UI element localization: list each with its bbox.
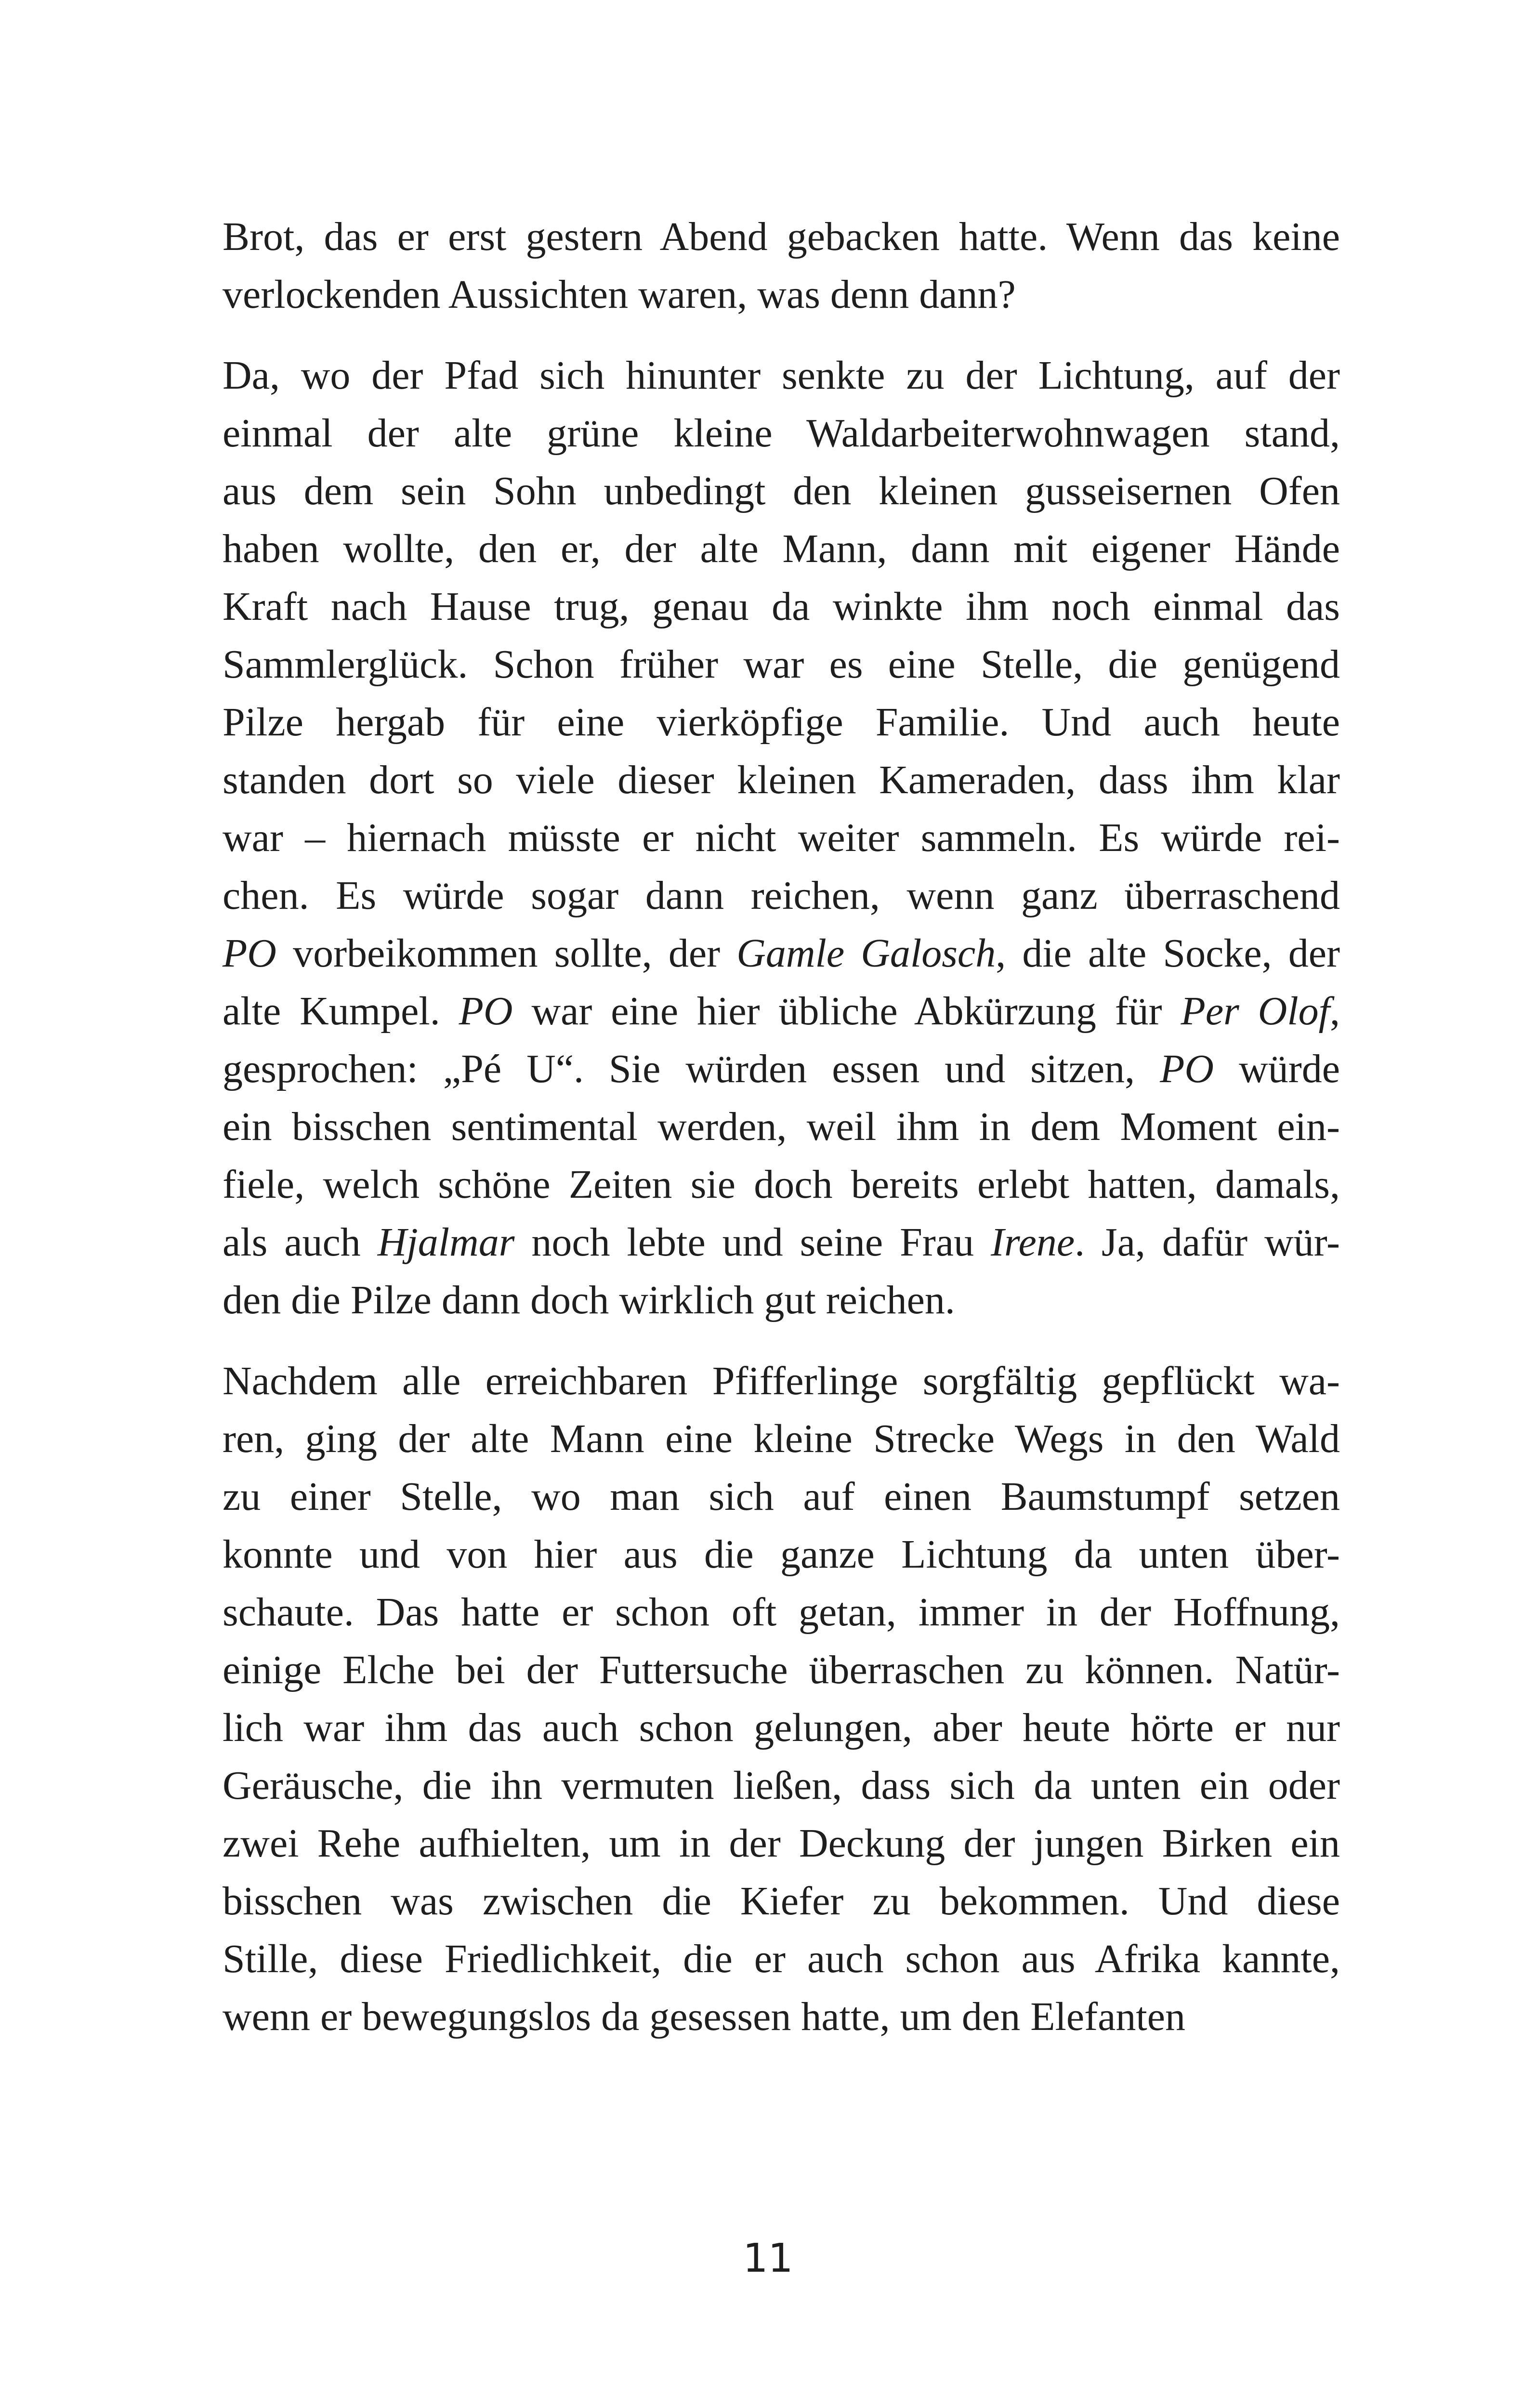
- italic-name: Gamle Galosch: [736, 931, 996, 976]
- text-line: einmal der alte grüne kleine Waldarbeiterwohnwagen stand,: [223, 411, 1340, 456]
- text-line: chen. Es würde sogar dann reichen, wenn ganz überraschend: [223, 873, 1340, 918]
- text-line: verlockenden Aussichten waren, was denn dann?: [223, 272, 1016, 317]
- text-line: Nachdem alle erreichbaren Pfifferlinge sorgfältig gepflückt wa-: [223, 1359, 1340, 1403]
- text-line: standen dort so viele dieser kleinen Kameraden, dass ihm klar: [223, 758, 1340, 802]
- text-line: Pilze hergab für eine vierköpfige Familie. Und auch heute: [223, 700, 1340, 745]
- italic-name: PO: [459, 989, 513, 1034]
- text-line: alte Kumpel. PO war eine hier übliche Abkürzung für Per Olof,: [223, 989, 1340, 1034]
- text-line: konnte und von hier aus die ganze Lichtung da unten über-: [223, 1532, 1340, 1577]
- text-line: Geräusche, die ihn vermuten ließen, dass sich da unten ein oder: [223, 1763, 1340, 1808]
- paragraph: [223, 1352, 1340, 2046]
- italic-name: Hjalmar: [377, 1220, 515, 1265]
- page-number: 11: [743, 2236, 793, 2281]
- text-line: Sammlerglück. Schon früher war es eine Stelle, die genügend: [223, 642, 1340, 687]
- text-line: gesprochen: „Pé U“. Sie würden essen und sitzen, PO würde: [223, 1047, 1340, 1091]
- text-line: wenn er bewegungslos da gesessen hatte, um den Elefanten: [223, 1994, 1186, 2039]
- text-line: als auch Hjalmar noch lebte und seine Frau Irene. Ja, dafür wür-: [223, 1220, 1340, 1265]
- text-line: einige Elche bei der Futtersuche überraschen zu können. Natür-: [223, 1648, 1340, 1692]
- text-line: Brot, das er erst gestern Abend gebacken hatte. Wenn das keine: [223, 214, 1340, 259]
- italic-name: PO: [1160, 1047, 1214, 1091]
- italic-name: Irene: [991, 1220, 1075, 1265]
- text-line: schaute. Das hatte er schon oft getan, immer in der Hoffnung,: [223, 1590, 1340, 1635]
- paragraph-gap: [223, 1329, 1340, 1352]
- text-line: PO vorbeikommen sollte, der Gamle Galosch, die alte Socke, der: [223, 931, 1340, 976]
- text-line: war – hiernach müsste er nicht weiter sammeln. Es würde rei-: [223, 815, 1340, 860]
- text-line: lich war ihm das auch schon gelungen, aber heute hörte er nur: [223, 1705, 1340, 1750]
- body-text: [223, 208, 1340, 2046]
- italic-name: PO: [223, 931, 276, 976]
- paragraph: [223, 347, 1340, 1329]
- paragraph-gap: [223, 324, 1340, 347]
- text-line: ein bisschen sentimental werden, weil ihm in dem Moment ein-: [223, 1104, 1340, 1149]
- text-line: den die Pilze dann doch wirklich gut reichen.: [223, 1278, 955, 1322]
- text-line: Kraft nach Hause trug, genau da winkte ihm noch einmal das: [223, 584, 1340, 629]
- text-line: Da, wo der Pfad sich hinunter senkte zu der Lichtung, auf der: [223, 353, 1340, 398]
- text-line: zwei Rehe aufhielten, um in der Deckung der jungen Birken ein: [223, 1821, 1340, 1866]
- text-line: haben wollte, den er, der alte Mann, dann mit eigener Hände: [223, 526, 1340, 571]
- text-line: aus dem sein Sohn unbedingt den kleinen gusseisernen Ofen: [223, 469, 1340, 513]
- text-line: ren, ging der alte Mann eine kleine Strecke Wegs in den Wald: [223, 1416, 1340, 1461]
- text-line: Stille, diese Friedlichkeit, die er auch schon aus Afrika kannte,: [223, 1937, 1340, 1981]
- text-line: zu einer Stelle, wo man sich auf einen Baumstumpf setzen: [223, 1474, 1340, 1519]
- text-line: fiele, welch schöne Zeiten sie doch bereits erlebt hatten, damals,: [223, 1162, 1340, 1207]
- paragraph: [223, 208, 1340, 324]
- text-line: bisschen was zwischen die Kiefer zu bekommen. Und diese: [223, 1879, 1340, 1924]
- italic-name: Per Olof: [1181, 989, 1330, 1034]
